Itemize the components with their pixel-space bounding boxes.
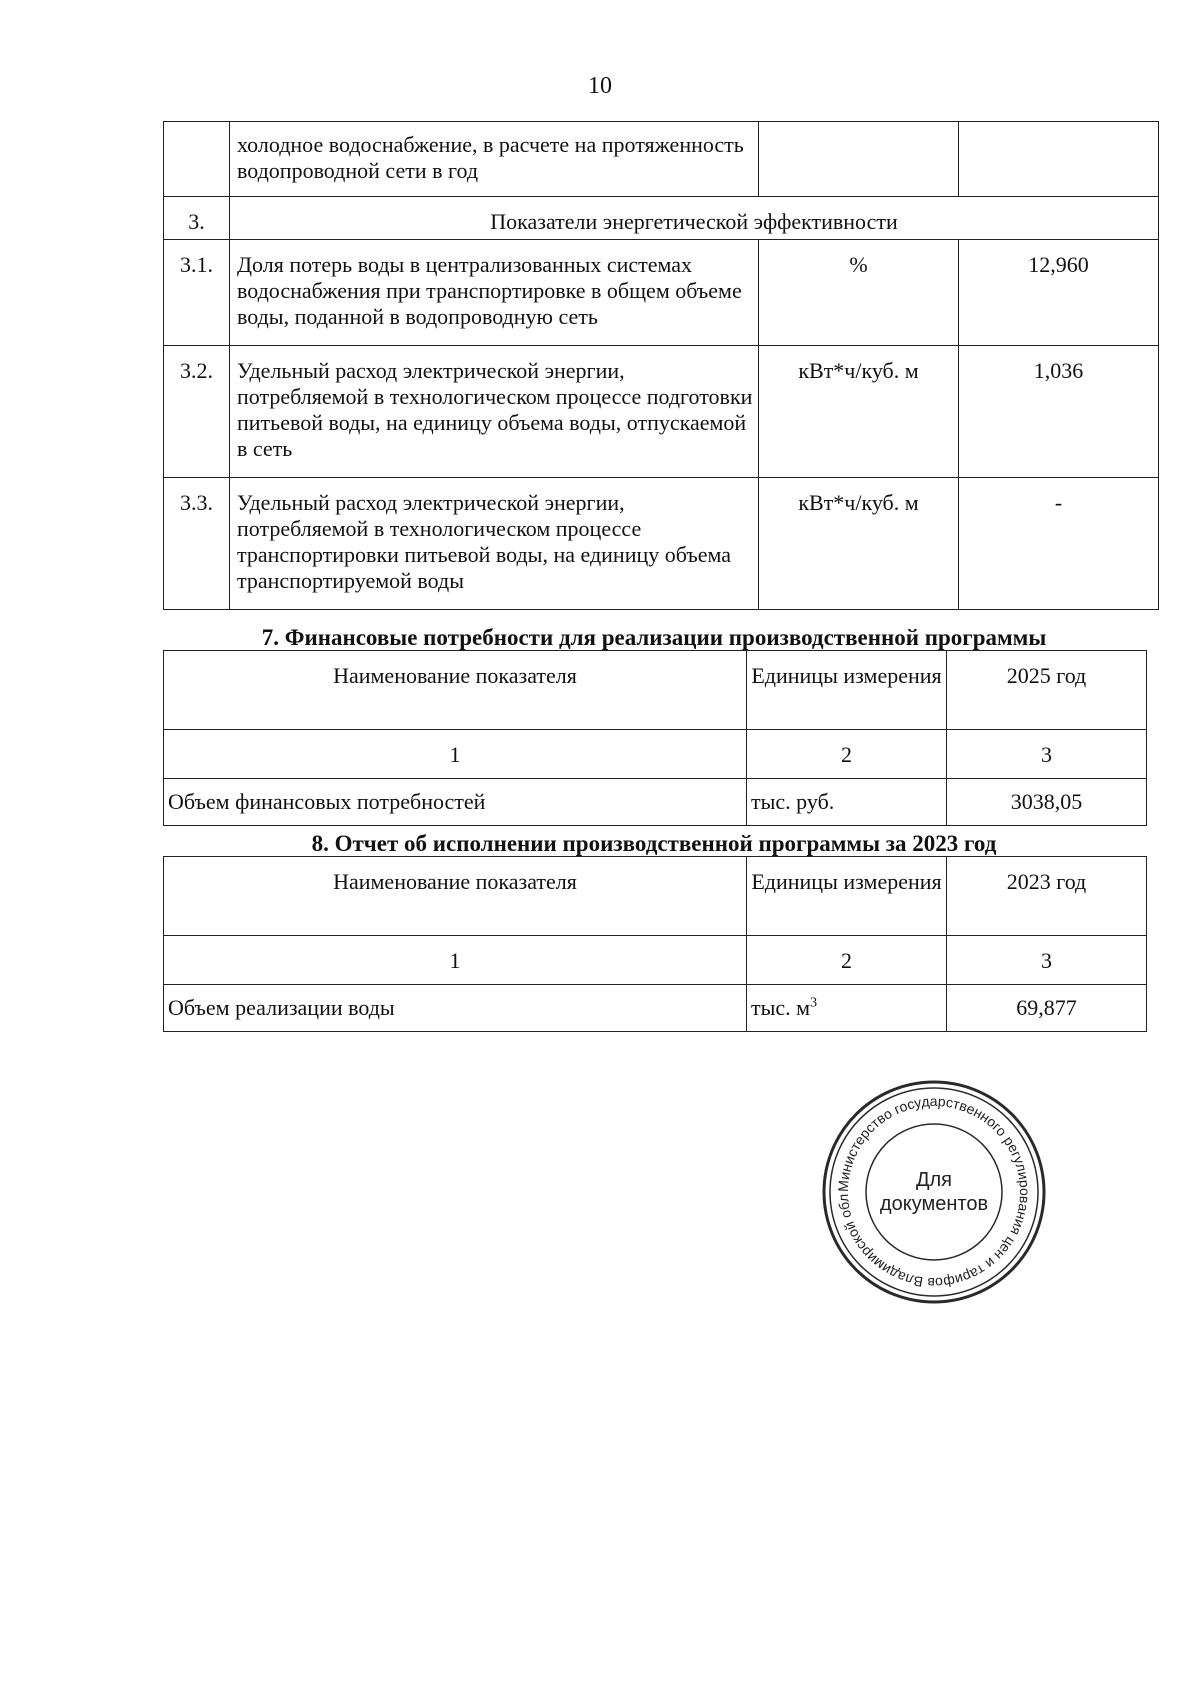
row-value: - (959, 478, 1159, 610)
row-number (164, 122, 230, 197)
table-index-row (164, 730, 1147, 779)
unit-base: тыс. м (751, 995, 811, 1020)
row-unit: % (759, 240, 959, 346)
row-name: Удельный расход электрической энергии, потребляемой в технологическом процессе транспортировки питьевой воды, на единицу объема транспортируемой воды (230, 478, 759, 610)
row-name: Удельный расход электрической энергии, потребляемой в технологическом процессе подготовки питьевой воды, на единицу объема воды, отпускаемой в сеть (230, 346, 759, 478)
row-unit: кВт*ч/куб. м (759, 478, 959, 610)
row-value: 3038,05 (947, 779, 1147, 826)
index-name: 1 (164, 730, 747, 779)
row-unit: кВт*ч/куб. м (759, 346, 959, 478)
index-unit: 2 (747, 730, 947, 779)
header-value: 2025 год (947, 651, 1147, 730)
section-row (164, 197, 1159, 240)
stamp-line-1: Для (915, 1169, 953, 1191)
stamp-line-2: документов (879, 1193, 989, 1215)
table-row (164, 346, 1159, 478)
row-number: 3.2. (164, 346, 230, 478)
table-row (164, 779, 1147, 826)
row-value: 69,877 (947, 985, 1147, 1032)
section-number: 3. (164, 197, 230, 240)
header-name: Наименование показателя (164, 651, 747, 730)
row-value (959, 122, 1159, 197)
index-value: 3 (947, 936, 1147, 985)
index-unit: 2 (747, 936, 947, 985)
page-number: 10 (588, 73, 612, 99)
header-unit: Единицы измерения (747, 857, 947, 936)
row-number: 3.3. (164, 478, 230, 610)
row-unit (747, 985, 947, 1032)
header-unit: Единицы измерения (747, 651, 947, 730)
official-stamp (818, 1076, 1050, 1308)
row-name: Доля потерь воды в централизованных системах водоснабжения при транспортировке в общем объеме воды, поданной в водопроводную сеть (230, 240, 759, 346)
table-header-row (164, 651, 1147, 730)
row-name: Объем реализации воды (164, 985, 747, 1032)
header-name: Наименование показателя (164, 857, 747, 936)
header-value: 2023 год (947, 857, 1147, 936)
index-name: 1 (164, 936, 747, 985)
row-unit (759, 122, 959, 197)
program-report-table (163, 856, 1147, 1032)
section-title: Показатели энергетической эффективности (230, 197, 1159, 240)
row-number: 3.1. (164, 240, 230, 346)
table-row (164, 240, 1159, 346)
stamp-ring-text: Министерство государственного регулирования цен и тарифов Владимирской обл (834, 1092, 1034, 1292)
table-row (164, 985, 1147, 1032)
unit-superscript: 3 (810, 995, 818, 1011)
row-value: 12,960 (959, 240, 1159, 346)
table-row (164, 478, 1159, 610)
table-header-row (164, 857, 1147, 936)
row-value: 1,036 (959, 346, 1159, 478)
row-name: холодное водоснабжение, в расчете на протяженность водопроводной сети в год (230, 122, 759, 197)
section-7-title: 7. Финансовые потребности для реализации производственной программы (261, 625, 1047, 650)
table-row (164, 122, 1159, 197)
table-index-row (164, 936, 1147, 985)
index-value: 3 (947, 730, 1147, 779)
financial-needs-table (163, 650, 1147, 826)
section-8-title: 8. Отчет об исполнении производственной программы за 2023 год (311, 831, 997, 856)
row-name: Объем финансовых потребностей (164, 779, 747, 826)
stamp-center-text (818, 1168, 1050, 1216)
indicators-table (163, 121, 1159, 610)
row-unit: тыс. руб. (747, 779, 947, 826)
